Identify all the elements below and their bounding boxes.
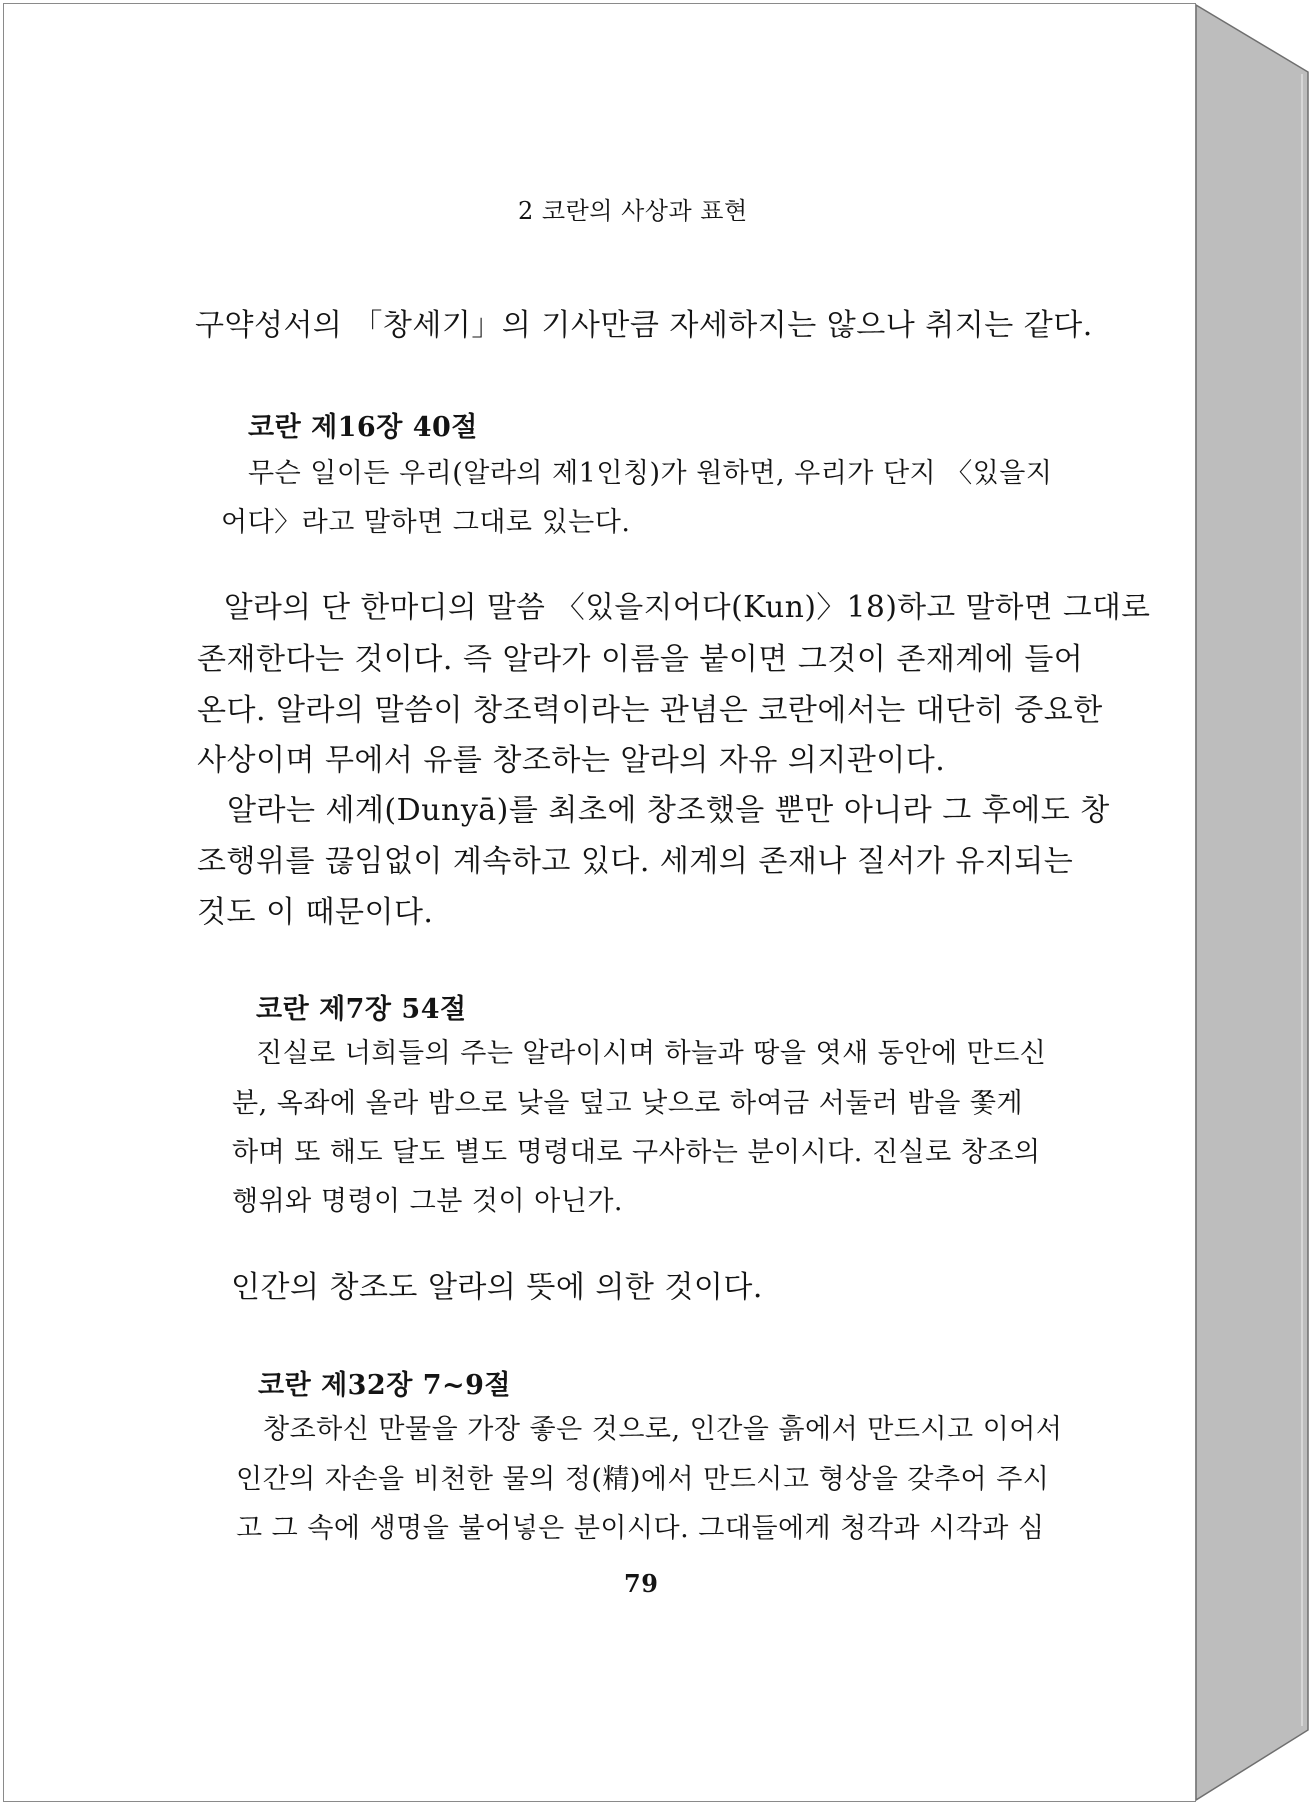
quote-line: 어다〉라고 말하면 그대로 있는다. xyxy=(221,507,631,538)
quote-line: 인간의 자손을 비천한 물의 정(精)에서 만드시고 형상을 갖추어 주시 xyxy=(236,1464,1050,1495)
quote-line: 창조하신 만물을 가장 좋은 것으로, 인간을 흙에서 만드시고 이어서 xyxy=(263,1414,1063,1445)
paragraph-line: 구약성서의 「창세기」의 기사만큼 자세하지는 않으나 취지는 같다. xyxy=(195,308,1093,343)
paragraph-line: 조행위를 끊임없이 계속하고 있다. 세계의 존재나 질서가 유지되는 xyxy=(197,844,1074,879)
running-header: 2 코란의 사상과 표현 xyxy=(518,197,748,225)
paragraph-line: 인간의 창조도 알라의 뜻에 의한 것이다. xyxy=(231,1270,763,1305)
paragraph-line: 알라는 세계(Dunyā)를 최초에 창조했을 뿐만 아니라 그 후에도 창 xyxy=(227,793,1110,828)
paragraph-line: 알라의 단 한마디의 말씀 〈있을지어다(Kun)〉18)하고 말하면 그대로 xyxy=(224,589,1151,624)
quote-heading: 코란 제16장 40절 xyxy=(248,412,478,443)
quote-heading: 코란 제32장 7~9절 xyxy=(258,1370,511,1401)
quote-line: 분, 옥좌에 올라 밤으로 낮을 덮고 낮으로 하여금 서둘러 밤을 쫓게 xyxy=(232,1088,1024,1119)
quote-line: 고 그 속에 생명을 불어넣은 분이시다. 그대들에게 청각과 시각과 심 xyxy=(236,1513,1045,1544)
paragraph-line: 사상이며 무에서 유를 창조하는 알라의 자유 의지관이다. xyxy=(197,743,946,778)
paragraph-line: 온다. 알라의 말씀이 창조력이라는 관념은 코란에서는 대단히 중요한 xyxy=(197,693,1103,728)
paragraph-line: 것도 이 때문이다. xyxy=(197,895,434,930)
quote-line: 행위와 명령이 그분 것이 아닌가. xyxy=(232,1186,623,1217)
page-number: 79 xyxy=(624,1569,659,1598)
quote-line: 진실로 너희들의 주는 알라이시며 하늘과 땅을 엿새 동안에 만드신 xyxy=(256,1038,1047,1069)
paragraph-line: 존재한다는 것이다. 즉 알라가 이름을 붙이면 그것이 존재계에 들어 xyxy=(197,642,1084,677)
quote-heading: 코란 제7장 54절 xyxy=(256,994,467,1025)
quote-line: 하며 또 해도 달도 별도 명령대로 구사하는 분이시다. 진실로 창조의 xyxy=(232,1137,1041,1168)
quote-line: 무슨 일이든 우리(알라의 제1인칭)가 원하면, 우리가 단지 〈있을지 xyxy=(248,458,1053,489)
